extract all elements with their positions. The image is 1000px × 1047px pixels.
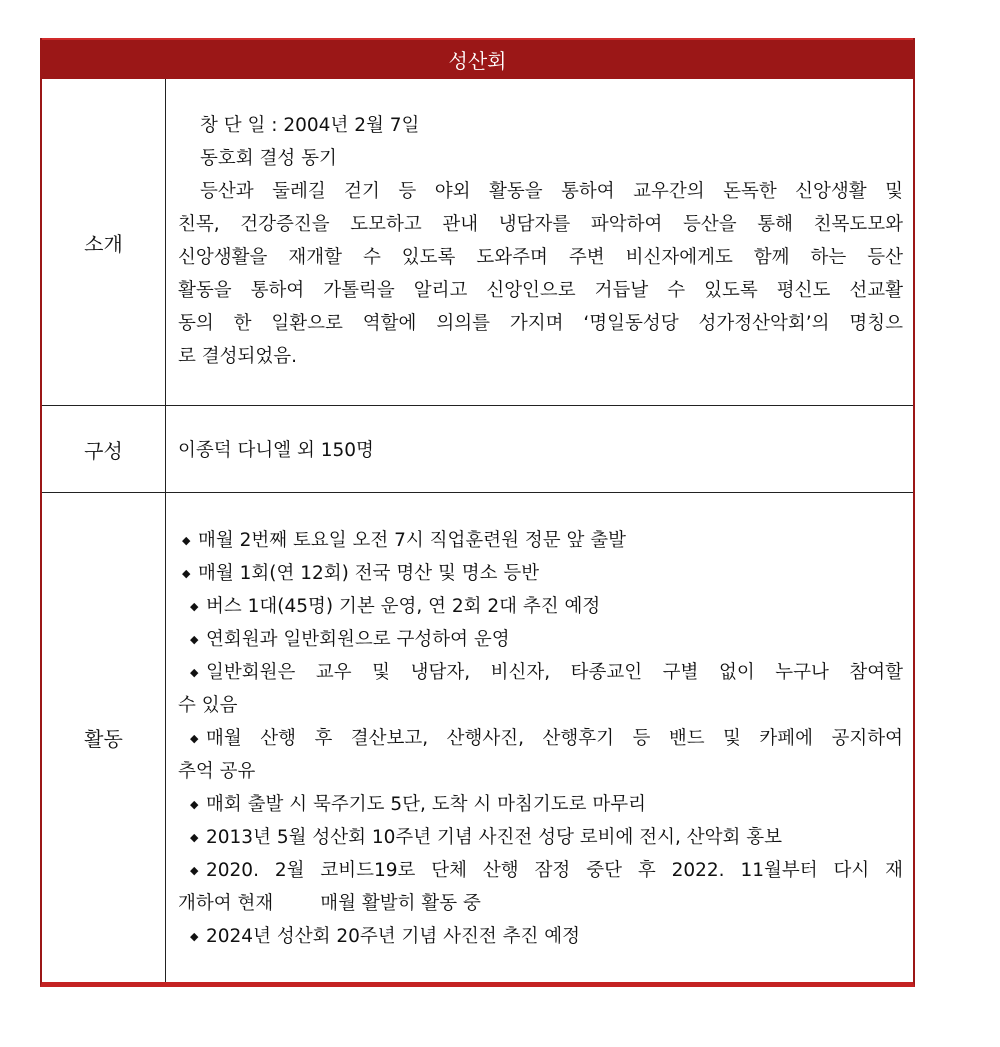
diamond-bullet-icon: ◆ [190,798,199,811]
members-content [166,406,913,492]
table-title: 성산회 [42,38,913,79]
activities-label: 활동 [42,493,166,982]
intro-text-line: 동의 한 일환으로 역할에 의의를 가지며 ‘명일동성당 성가정산악회’의 명칭으 [178,313,903,334]
activities-content [166,493,913,982]
intro-label: 소개 [42,79,166,405]
diamond-bullet-icon: ◆ [190,633,199,646]
activity-item: ◆ 매월 산행 후 결산보고, 산행사진, 산행후기 등 밴드 및 카페에 공지하여 [178,722,903,755]
diamond-bullet-icon: ◆ [190,600,199,613]
intro-text-line: 로 결성되었음. [178,346,297,367]
activities-row [42,493,913,982]
activity-item: ◆ 2020. 2월 코비드19로 단체 산행 잠정 중단 후 2022. 11월부터 다시 재 [178,854,903,887]
activity-item: ◆ 버스 1대(45명) 기본 운영, 연 2회 2대 추진 예정 [178,590,903,623]
founding-date: 창 단 일 : 2004년 2월 7일 [200,115,420,136]
diamond-bullet-icon: ◆ [190,732,199,745]
info-table [40,38,915,987]
diamond-bullet-icon: ◆ [190,831,199,844]
activity-item-continued: 수 있음 [178,695,238,716]
motive-heading: 동호회 결성 동기 [200,148,337,169]
intro-content [166,79,913,405]
activity-item-continued: 추억 공유 [178,761,256,782]
diamond-bullet-icon: ◆ [190,864,199,877]
activity-item: ◆ 2013년 5월 성산회 10주년 기념 사진전 성당 로비에 전시, 산악회 홍보 [178,821,903,854]
diamond-bullet-icon: ◆ [190,666,199,679]
intro-text-line: 등산과 둘레길 걷기 등 야외 활동을 통하여 교우간의 돈독한 신앙생활 및 [200,181,903,202]
activity-item: ◆ 연회원과 일반회원으로 구성하여 운영 [178,623,903,656]
members-row [42,406,913,493]
activity-item: ◆ 일반회원은 교우 및 냉담자, 비신자, 타종교인 구별 없이 누구나 참여할 [178,656,903,689]
diamond-bullet-icon: ◆ [182,534,191,547]
intro-row [42,79,913,406]
diamond-bullet-icon: ◆ [182,567,191,580]
intro-text-line: 활동을 통하여 가톨릭을 알리고 신앙인으로 거듭날 수 있도록 평신도 선교활 [178,280,903,301]
activity-item: ◆ 매회 출발 시 묵주기도 5단, 도착 시 마침기도로 마무리 [178,788,903,821]
activity-item: ◆ 2024년 성산회 20주년 기념 사진전 추진 예정 [178,920,903,953]
intro-text-line: 친목, 건강증진을 도모하고 관내 냉담자를 파악하여 등산을 통해 친목도모와 [178,214,903,235]
members-label: 구성 [42,406,166,492]
diamond-bullet-icon: ◆ [190,930,199,943]
activity-item: ◆ 매월 2번째 토요일 오전 7시 직업훈련원 정문 앞 출발 [178,524,903,557]
intro-text-line: 신앙생활을 재개할 수 있도록 도와주며 주변 비신자에게도 함께 하는 등산 [178,247,903,268]
members-text: 이종덕 다니엘 외 150명 [178,440,374,461]
activity-item-continued: 개하여 현재 매월 활발히 활동 중 [178,893,481,914]
activity-item: ◆ 매월 1회(연 12회) 전국 명산 및 명소 등반 [178,557,903,590]
